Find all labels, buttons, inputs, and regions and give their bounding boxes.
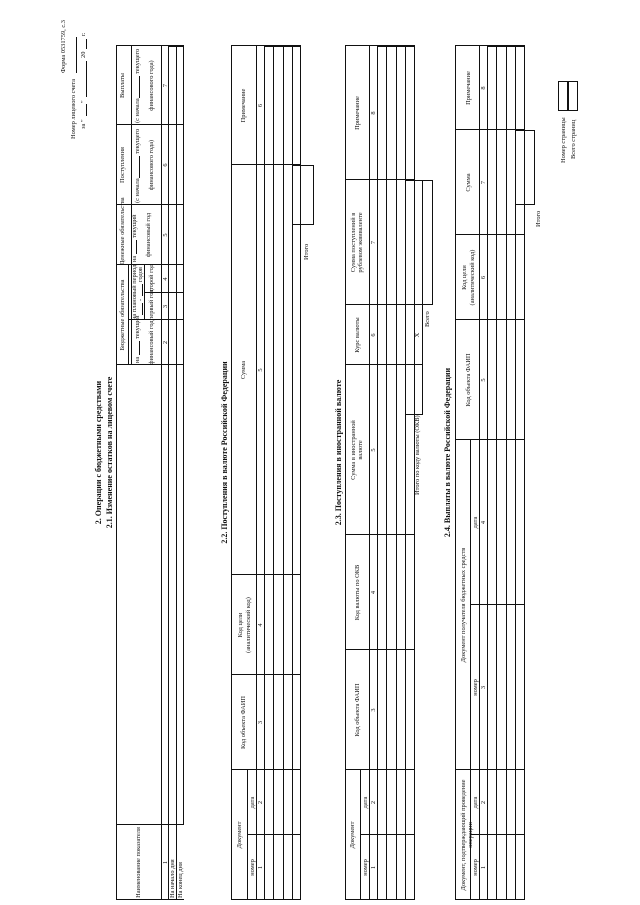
page-number-label: Номер страницы [560, 117, 567, 163]
page-number-box [558, 81, 568, 111]
account-number-label: Номер лицевого счета [70, 78, 77, 139]
year-prefix: 20 [80, 51, 87, 58]
row-end-of-day: На конец дня [177, 862, 184, 898]
total-pages-label: Всего страниц [570, 119, 577, 159]
total-pages-box [568, 81, 578, 111]
foreign-receipts-grand-total-box [422, 180, 433, 305]
date-prefix: за " [80, 119, 87, 129]
plan-period-header: на плановый период [131, 264, 138, 320]
col-name-header: Наименование показателя [135, 827, 142, 898]
section-22-title: 2.2. Поступления в валюте Российской Федерации [220, 361, 229, 544]
foreign-receipts-body [377, 46, 415, 900]
year-suffix: г. [80, 32, 87, 36]
account-number-field [69, 37, 77, 73]
payments-header: Выплаты [119, 73, 126, 98]
section-23-title: 2.3. Поступления в иностранной валюте [334, 379, 343, 526]
budget-obligations-header: Бюджетные обязательства [119, 279, 126, 351]
rub-receipts-total-label: Итого [303, 243, 310, 260]
grand-total-label: Всего [424, 311, 431, 327]
date-quote: " [80, 100, 87, 103]
receipts-header: Поступления [119, 147, 126, 183]
date-day-field [79, 104, 87, 116]
foreign-receipts-okv-total-box [405, 180, 423, 415]
date-month-field [79, 61, 87, 97]
section-2-title: 2. Операции с бюджетными средствами [94, 380, 103, 525]
rub-payments-total-box [515, 130, 535, 205]
money-obligations-header: Денежные обязательства [119, 197, 126, 265]
document-page: Форма 0531759, с.3 Номер лицевого счета за " " 20 г. 2. Операции с бюджетными средствами 2.1. Изменение остатков на лицевом счете Наименование показателя Бюджетные обязательства на текущий финансовый год на плановый период - годов первый год второй год Денежные обязательства на текущий финансовый год Поступления (с начала текущего финансового года) Выплаты (с начала текущего финансового года) 1 2 3 4 5 6 7 На начало дня На конец дня 2.2. Поступления в валюте Российской Федерации Документ номер дата Код объекта ФАИП Код цели (аналитический код) Сумма Примечание 1 2 3 4 5 6 Итого 2.3. Поступления в иностранной валюте Документ номер дата Код объекта ФАИП Код валюты по ОКВ Сумма в иностранной валюте Курс валюты Сумма поступлений в рублевом эквиваленте Примечание 1 2 3 4 5 6 7 8 Итого по коду валюты (ОКВ) X Всего 2.4. Выплаты в валюте Российской Федерации Документ, подтверждающий проведение операции номер дата Документ получателя бюджетных средств номер дата Код объекта ФАИП Код цели (аналитический код) Сумма Примечание 1 2 3 4 5 6 7 8 Итого Номер страницы Всего страниц [0, 0, 640, 905]
section-21-title: 2.1. Изменение остатков на лицевом счете [105, 376, 114, 529]
rub-payments-total-label: Итого [535, 210, 542, 227]
rub-receipts-total-box [292, 165, 314, 225]
section-24-title: 2.4. Выплаты в валюте Российской Федерации [443, 367, 452, 538]
x-mark: X [414, 332, 421, 338]
date-year-field [79, 39, 87, 49]
okv-total-label: Итого по коду валюты (ОКВ) [414, 415, 421, 495]
row-start-of-day: На начало дня [169, 859, 176, 898]
balance-values-box [168, 46, 184, 825]
form-code: Форма 0531759, с.3 [60, 20, 67, 73]
